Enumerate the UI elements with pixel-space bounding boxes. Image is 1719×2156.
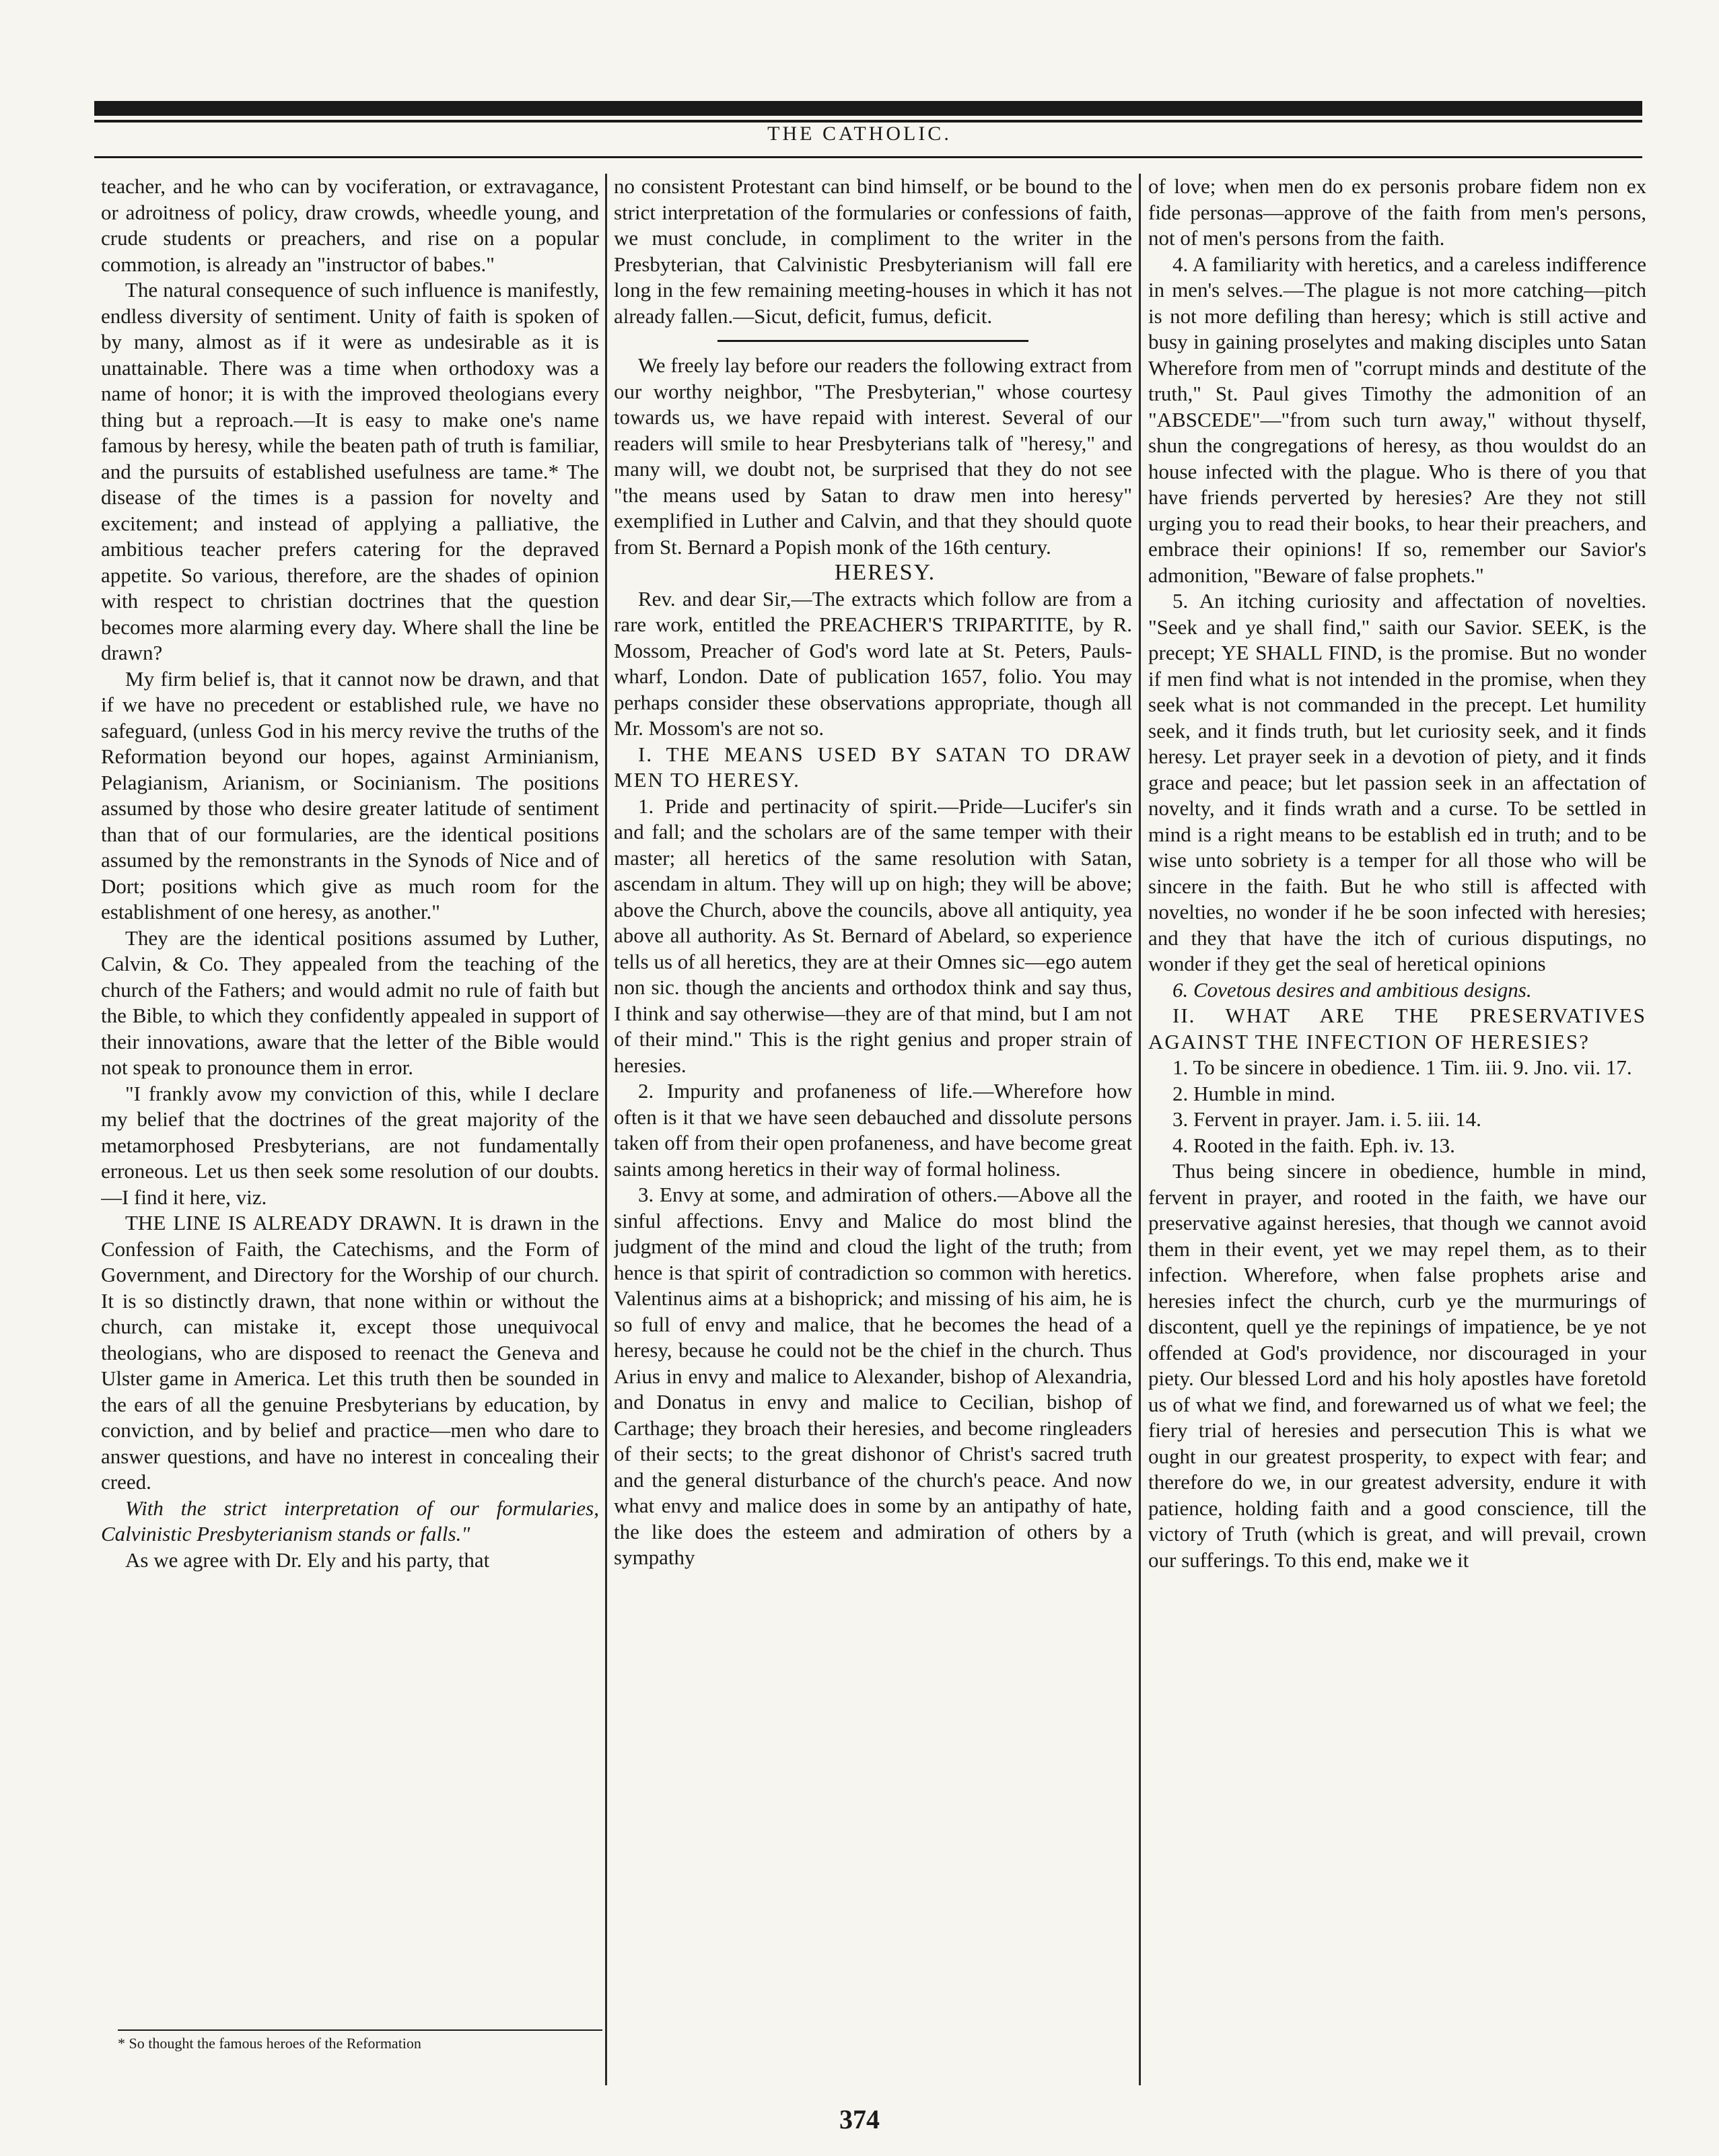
paragraph: 5. An itching curiosity and affectation of novelties. "Seek and ye shall find," saith our Savior. SEEK, is the precept; YE SHALL FIND, is the promise. But no wonder if men find what is not intended in the promise, when they seek what is not commanded in the precept. Let humility seek, and it finds truth, but let curiosity seek, and it finds heresy. Let prayer seek in a devotion of piety, and it finds grace and peace; but let passion seek in an affectation of novelty, and it finds wrath and a curse. To be settled in mind is a right means to be establish ed in truth; and to be wise unto sobriety is a temper for all those who will be sincere in the faith. But he who still is affected with novelties, no wonder if he be soon infected with heresies; and they that have the itch of curious disputings, no wonder if they get the seal of heretical opinions xyxy=(1148,589,1646,975)
subheading: II. WHAT ARE THE PRESERVATIVES AGAINST THE INFECTION OF HERESIES? xyxy=(1148,1004,1646,1053)
top-decorative-rule xyxy=(94,101,1642,116)
paragraph: of love; when men do ex personis probare fidem non ex fide personas—approve of the faith from men's persons, not of men's persons from the faith. xyxy=(1148,174,1646,250)
paragraph: 1. Pride and pertinacity of spirit.—Pride—Lucifer's sin and fall; and the scholars are of the same temper with their master; all heretics of the same resolution with Satan, ascendam in altum. They will up on high; they will be above; above the Church, above the councils, above all antiquity, yea above all authority. As St. Bernard of Abelard, so experience tells us of all heretics, they are at their Omnes sic—ego autem non sic. though the ancients and orthodox think and say thus, I think and say otherwise—they are of that mind, but I am not of their mind." This is the right genius and proper strain of heresies. xyxy=(614,794,1132,1077)
paragraph: "I frankly avow my conviction of this, while I declare my belief that the doctrines of the great majority of the metamorphosed Presbyterians, are not fundamentally erroneous. Let us then seek some resolution of our doubts.—I find it here, viz. xyxy=(101,1081,599,1209)
list-item: 4. Rooted in the faith. Eph. iv. 13. xyxy=(1172,1133,1455,1157)
separator-rule xyxy=(717,340,1028,342)
paragraph: Thus being sincere in obedience, humble in mind, fervent in prayer, and rooted in the faith, we have our preservative against heresies, that though we cannot avoid them in their event, yet we may repel them, as to their infection. Wherefore, when false prophets arise and heresies infect the church, curb ye the murmurings of discontent, quell ye the repinings of impatience, be ye not offended at God's providence, nor discouraged in your piety. Our blessed Lord and his holy apostles have foretold us of what we find, and forewarned us of what we feel; the fiery trial of heresies and persecution This is what we ought in our greatest prosperity, to expect with fear; and therefore do we, in our greatest adversity, endure it with patience, holding faith and a good conscience, till the victory of Truth (which is great, and will prevail, crown our sufferings. To this end, make we it xyxy=(1148,1159,1646,1572)
paragraph: THE LINE IS ALREADY DRAWN. It is drawn in the Confession of Faith, the Catechisms, and the Form of Government, and Directory for the Worship of our church. It is so distinctly drawn, that none within or without the church, can mistake it, except those unequivocal theologians, who are disposed to reenact the Geneva and Ulster game in America. Let this truth then be sounded in the ears of all the genuine Presbyterians by education, by conviction, and by belief and practice—men who dare to answer questions, and have no interest in concealing their creed. xyxy=(101,1211,599,1494)
header-rule xyxy=(94,156,1642,158)
paragraph: 3. Envy at some, and admiration of others.—Above all the sinful affections. Envy and Malice do most blind the judgment of the mind and cloud the light of the truth; from hence is that spirit of contradiction so common with heretics. Valentinus aims at a bishoprick; and missing of his aim, he is so full of envy and malice, that he becomes the head of a heresy, because he could not be the chief in the church. Thus Arius in envy and malice to Alexander, bishop of Alexandria, and Donatus in envy and malice to Cecilian, bishop of Carthage; they broach their heresies, and become ringleaders of their sects; to the great dishonor of Christ's sacred truth and the general disturbance of the church's peace. And now what envy and malice does in some by an antipathy of hate, the like does the esteem and admiration of others by a sympathy xyxy=(614,1183,1132,1569)
column-3 xyxy=(1148,174,1646,2079)
paragraph: My firm belief is, that it cannot now be drawn, and that if we have no precedent or established rule, we have no safeguard, (unless God in his mercy revive the truths of the Reformation beyond our hopes, against Arminianism, Pelagianism, Arianism, or Socinianism. The positions assumed by those who desire greater latitude of sentiment than that of our formularies, are the identical positions assumed by the remonstrants in the Synods of Nice and of Dort; positions which give as much room for the establishment of one heresy, as another." xyxy=(101,666,599,924)
paragraph: We freely lay before our readers the following extract from our worthy neighbor, "The Presbyterian," whose courtesy towards us, we have repaid with interest. Several of our readers will smile to hear Presbyterians talk of "heresy," and many will, we doubt not, be surprised that they do not see "the means used by Satan to draw men into heresy" exemplified in Luther and Calvin, and that they should quote from St. Bernard a Popish monk of the 16th century. xyxy=(614,353,1132,559)
subheading: I. THE MEANS USED BY SATAN TO DRAW MEN TO HERESY. xyxy=(614,742,1132,792)
paragraph: 2. Impurity and profaneness of life.—Wherefore how often is it that we have seen debauched and dissolute persons taken off from their open profaneness, and have become great saints among heretics in their way of formal holiness. xyxy=(614,1079,1132,1181)
footnote: * So thought the famous heroes of the Reformation xyxy=(118,2029,602,2052)
list-item: 1. To be sincere in obedience. 1 Tim. iii. 9. Jno. vii. 17. xyxy=(1172,1055,1632,1079)
paragraph-italic: With the strict interpretation of our formularies, Calvinistic Presbyterianism stands or falls." xyxy=(101,1496,599,1545)
running-title: THE CATHOLIC. xyxy=(767,123,952,145)
paragraph: no consistent Protestant can bind himself, or be bound to the strict interpretation of the formularies or confessions of faith, we must conclude, in compliment to the writer in the Presbyterian, that Calvinistic Presbyterianism will fall ere long in the few remaining meeting-houses in which it has not already fallen.—Sicut, deficit, fumus, deficit. xyxy=(614,174,1132,328)
column-2 xyxy=(614,174,1132,2079)
list-item: 6. Covetous desires and ambitious designs. xyxy=(1172,977,1532,1002)
paragraph: The natural consequence of such influence is manifestly, endless diversity of sentiment. Unity of faith is spoken of by many, almost as if it were as undesirable as it is unattainable. There was a time when orthodoxy was a name of honor; it is with the improved theologians every thing but a reproach.—It is easy to make one's name famous by heresy, while the beaten path of truth is familiar, and the pursuits of established usefulness are tame.* The disease of the times is a passion for novelty and excitement; and instead of applying a palliative, the ambitious teacher prefers catering for the depraved appetite. So various, therefore, are the shades of opinion with respect to christian doctrines that the question becomes more alarming every day. Where shall the line be drawn? xyxy=(101,278,599,664)
list-item: 3. Fervent in prayer. Jam. i. 5. iii. 14. xyxy=(1172,1107,1481,1131)
paragraph: They are the identical positions assumed by Luther, Calvin, & Co. They appealed from the teaching of the church of the Fathers; and would admit no rule of faith but the Bible, to which they confidently appealed in support of their innovations, aware that the letter of the Bible would not speak to pronounce them in error. xyxy=(101,926,599,1079)
column-divider xyxy=(1139,174,1141,2085)
paragraph: teacher, and he who can by vociferation, or extravagance, or adroitness of policy, draw crowds, wheedle young, and crude students or preachers, and rise on a popular commotion, is already an "instructor of babes." xyxy=(101,174,599,276)
paragraph: Rev. and dear Sir,—The extracts which follow are from a rare work, entitled the PREACHER'S TRIPARTITE, by R. Mossom, Preacher of God's word late at St. Peters, Pauls-wharf, London. Date of publication 1657, folio. You may perhaps consider these observations appropriate, though all Mr. Mossom's are not so. xyxy=(614,586,1132,740)
list-item: 2. Humble in mind. xyxy=(1172,1081,1335,1105)
paragraph: 4. A familiarity with heretics, and a careless indifference in men's selves.—The plague is not more catching—pitch is not more defiling than heresy; which is still active and busy in gaining proselytes and making disciples unto Satan Wherefore from men of "corrupt minds and destitute of the truth," St. Paul gives Timothy the admonition of an "ABSCEDE"—"from such turn away," without thyself, shun the congregations of heresy, as thou wouldst do an house infected with the plague. Who is there of you that have friends perverted by heresies? Are they not still urging you to read their books, to hear their preachers, and embrace their opinions! If so, remember our Savior's admonition, "Beware of false prophets." xyxy=(1148,252,1646,587)
column-1 xyxy=(101,174,599,2079)
paragraph: As we agree with Dr. Ely and his party, that xyxy=(125,1548,490,1572)
column-divider xyxy=(605,174,607,2085)
page-number: 374 xyxy=(839,2104,880,2134)
section-heading: HERESY. xyxy=(834,560,936,585)
